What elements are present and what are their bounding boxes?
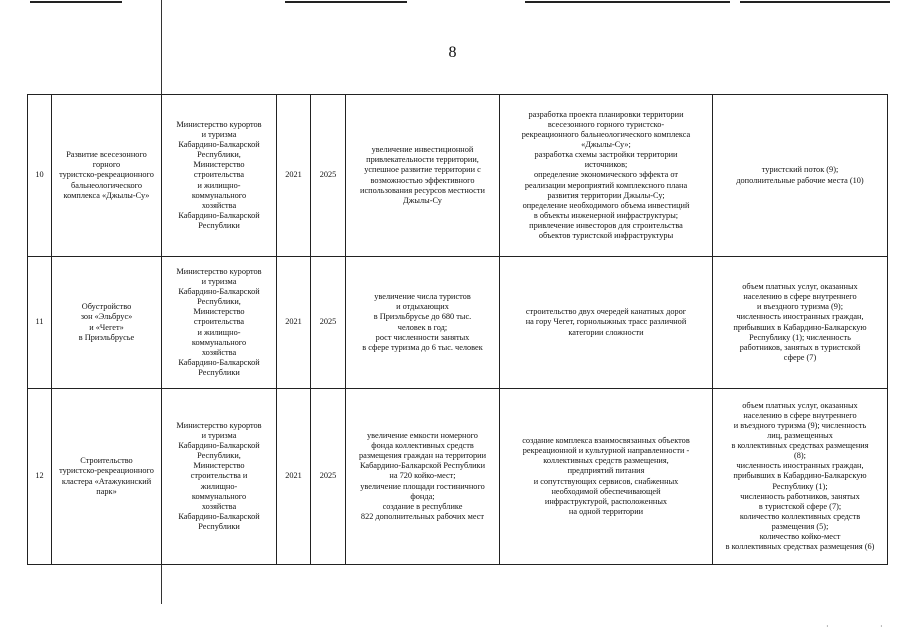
measures: строительство двух очередей канатных дорог на гору Чегет, горнолыжных трасс различной категории сложности (500, 257, 713, 389)
indicators: туристский поток (9); дополнительные рабочие места (10) (713, 95, 888, 257)
start-year: 2021 (277, 257, 311, 389)
row-number: 12 (28, 389, 52, 565)
expected-result: увеличение числа туристов и отдыхающих в Приэльбрусье до 680 тыс. человек в год; рост численности занятых в сфере туризма до 6 тыс. человек (346, 257, 500, 389)
project-name: Строительство туристско-рекреационного кластера «Атажукинский парк» (52, 389, 162, 565)
row-number: 10 (28, 95, 52, 257)
responsible-body: Министерство курортов и туризма Кабардино-Балкарской Республики, Министерство строительства и жилищно- коммунального хозяйства Кабардино-Балкарской Республики (162, 257, 277, 389)
start-year: 2021 (277, 95, 311, 257)
table-row (28, 389, 888, 565)
top-border-segment (285, 1, 407, 3)
top-border-segment (740, 1, 890, 3)
table-row (28, 257, 888, 389)
end-year: 2025 (311, 95, 346, 257)
measures: создание комплекса взаимосвязанных объектов рекреационной и культурной направленности - коллективных средств размещения, предприятий питания и сопутствующих сервисов, снабженных необходимой обеспечивающей инфраструктурой, расположенных на одной территории (500, 389, 713, 565)
measures: разработка проекта планировки территории всесезонного горного туристско- рекреационного бальнеологического комплекса «Джылы-Су»; разработка схемы застройки территории источников; определение экономического эффекта от реализации мероприятий комплексного плана развития территории Джылы-Су; определение необходимого объема инвестиций в объекты инженерной инфраструктуры; привлечение инвесторов для строительства объектов туристской инфраструктуры (500, 95, 713, 257)
scan-artifact-line (161, 564, 162, 604)
project-name: Развитие всесезонного горного туристско-рекреационного бальнеологического комплекса «Джылы-Су» (52, 95, 162, 257)
expected-result: увеличение инвестиционной привлекательности территории, успешное развитие территории с возможностью эффективного использования ресурсов местности Джылы-Су (346, 95, 500, 257)
responsible-body: Министерство курортов и туризма Кабардино-Балкарской Республики, Министерство строительства и жилищно- коммунального хозяйства Кабардино-Балкарской Республики (162, 389, 277, 565)
table-row (28, 95, 888, 257)
program-table (27, 94, 888, 565)
end-year: 2025 (311, 389, 346, 565)
indicators: объем платных услуг, оказанных населению в сфере внутреннего и въездного туризма (9); численность лиц, размещенных в коллективных средствах размещения (8); численность иностранных граждан, прибывших в Кабардино-Балкарскую Республику (1); численность работников, занятых в туристской сфере (7); количество коллективных средств размещения (5); количество койко-мест в коллективных средствах размещения (6) (713, 389, 888, 565)
indicators: объем платных услуг, оказанных населению в сфере внутреннего и въездного туризма (9); численность иностранных граждан, прибывших в Кабардино-Балкарскую Республику (1); численность работников, занятых в туристской сфере (7) (713, 257, 888, 389)
responsible-body: Министерство курортов и туризма Кабардино-Балкарской Республики, Министерство строительства и жилищно- коммунального хозяйства Кабардино-Балкарской Республики (162, 95, 277, 257)
top-border-segment (30, 1, 122, 3)
expected-result: увеличение емкости номерного фонда коллективных средств размещения граждан на территории Кабардино-Балкарской Республики на 720 койко-мест; увеличение площади гостиничного фонда; создание в республике 822 дополнительных рабочих мест (346, 389, 500, 565)
row-number: 11 (28, 257, 52, 389)
scan-speck: · (826, 622, 829, 631)
start-year: 2021 (277, 389, 311, 565)
page-number: 8 (448, 44, 457, 61)
top-border-segment (525, 1, 730, 3)
scan-speck: · (880, 622, 883, 631)
end-year: 2025 (311, 257, 346, 389)
project-name: Обустройство зон «Эльбрус» и «Чегет» в Приэльбрусье (52, 257, 162, 389)
